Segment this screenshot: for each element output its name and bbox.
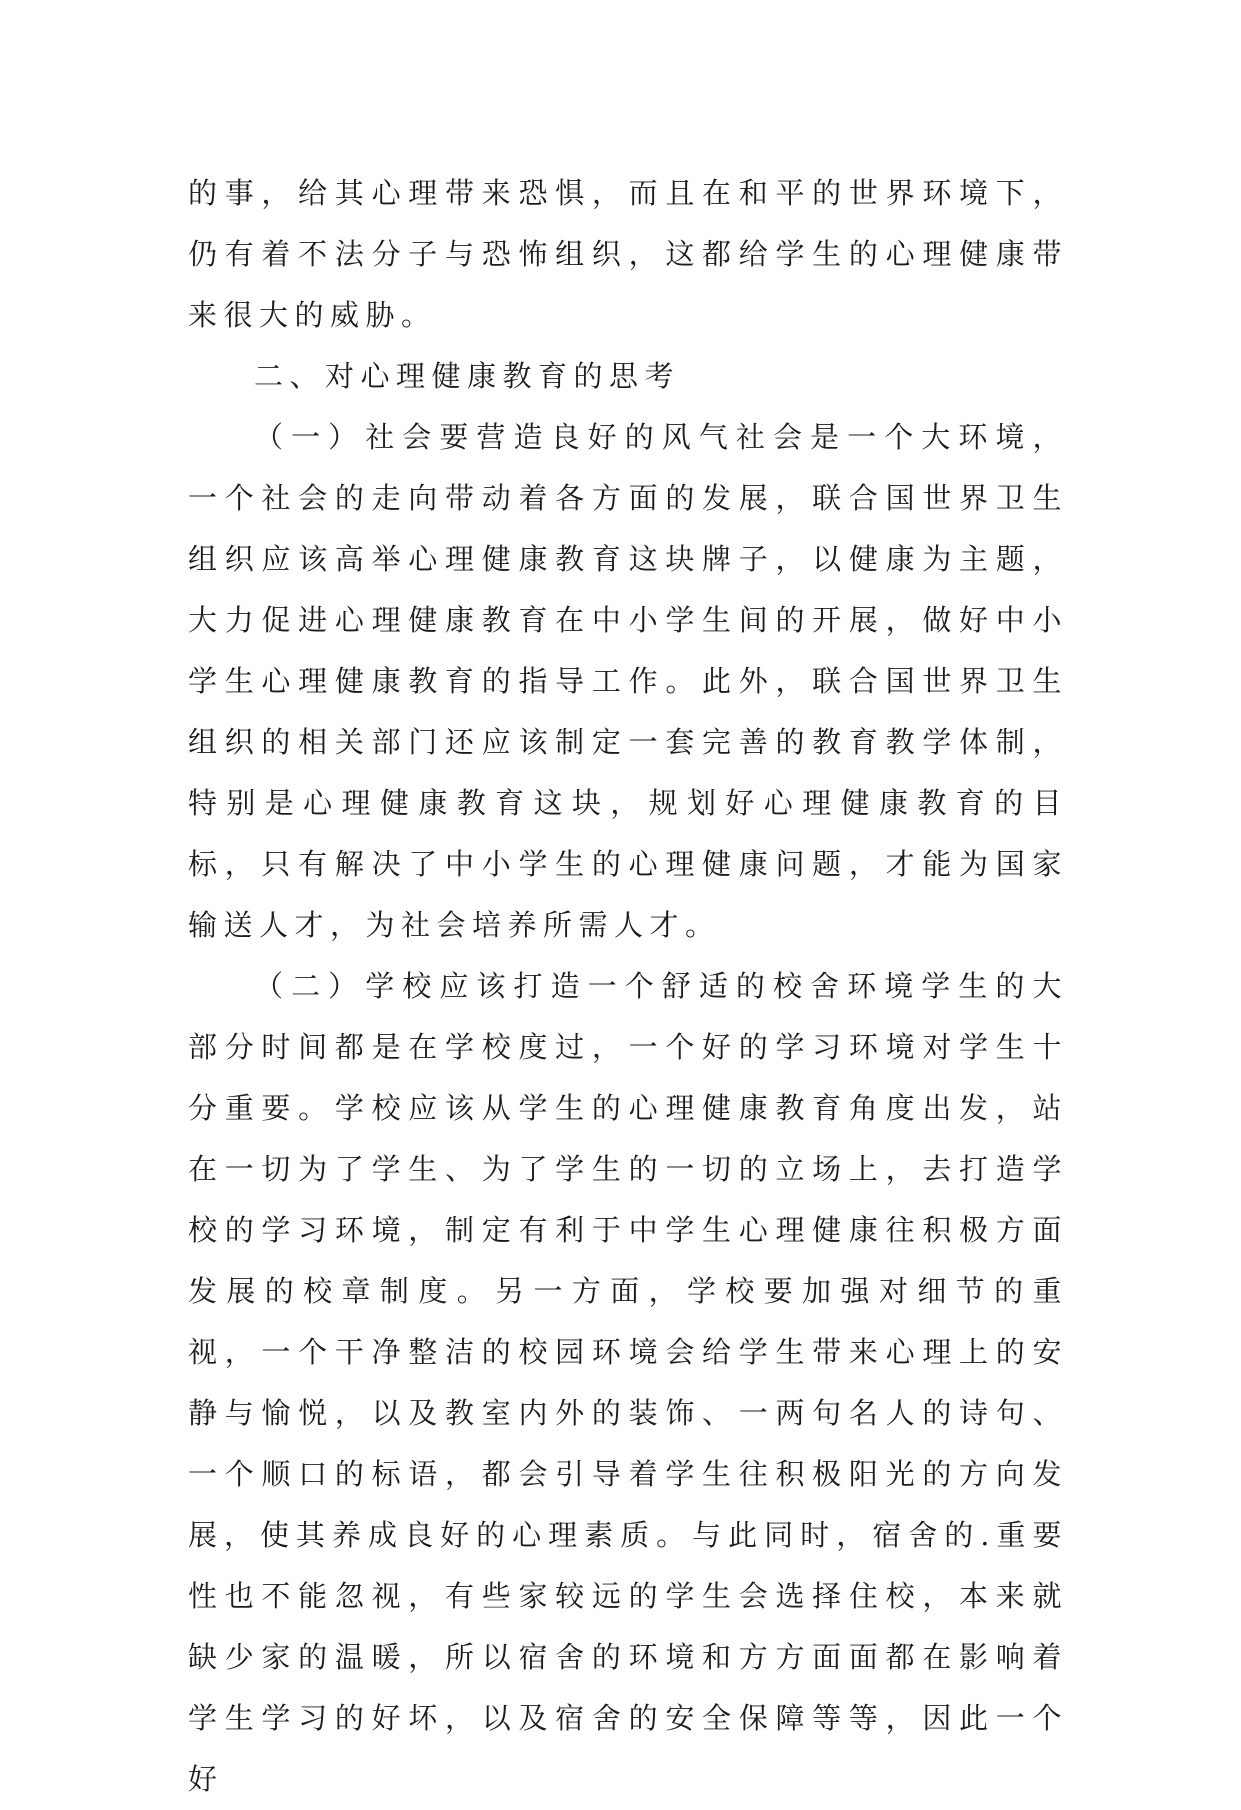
paragraph-society: （一）社会要营造良好的风气社会是一个大环境，一个社会的走向带动着各方面的发展，联合国世界卫生组织应该高举心理健康教育这块牌子，以健康为主题，大力促进心理健康教育在中小学生间的开展，做好中小学生心理健康教育的指导工作。此外，联合国世界卫生组织的相关部门还应该制定一套完善的教育教学体制，特别是心理健康教育这块，规划好心理健康教育的目标，只有解决了中小学生的心理健康问题，才能为国家输送人才，为社会培养所需人才。	[188, 420, 1068, 942]
section-heading: 二、对心理健康教育的思考	[254, 359, 681, 393]
paragraph-school: （二）学校应该打造一个舒适的校舍环境学生的大部分时间都是在学校度过，一个好的学习环境对学生十分重要。学校应该从学生的心理健康教育角度出发，站在一切为了学生、为了学生的一切的立场上，去打造学校的学习环境，制定有利于中学生心理健康往积极方面发展的校章制度。另一方面，学校要加强对细节的重视，一个干净整洁的校园环境会给学生带来心理上的安静与愉悦，以及教室内外的装饰、一两句名人的诗句、一个顺口的标语，都会引导着学生往积极阳光的方向发展，使其养成良好的心理素质。与此同时，宿舍的.重要性也不能忽视，有些家较远的学生会选择住校，本来就缺少家的温暖，所以宿舍的环境和方方面面都在影响着学生学习的好坏，以及宿舍的安全保障等等，因此一个好	[188, 969, 1068, 1796]
document-body	[188, 163, 1068, 1810]
paragraph-continuation: 的事，给其心理带来恐惧，而且在和平的世界环境下，仍有着不法分子与恐怖组织，这都给学生的心理健康带来很大的威胁。	[188, 176, 1068, 332]
